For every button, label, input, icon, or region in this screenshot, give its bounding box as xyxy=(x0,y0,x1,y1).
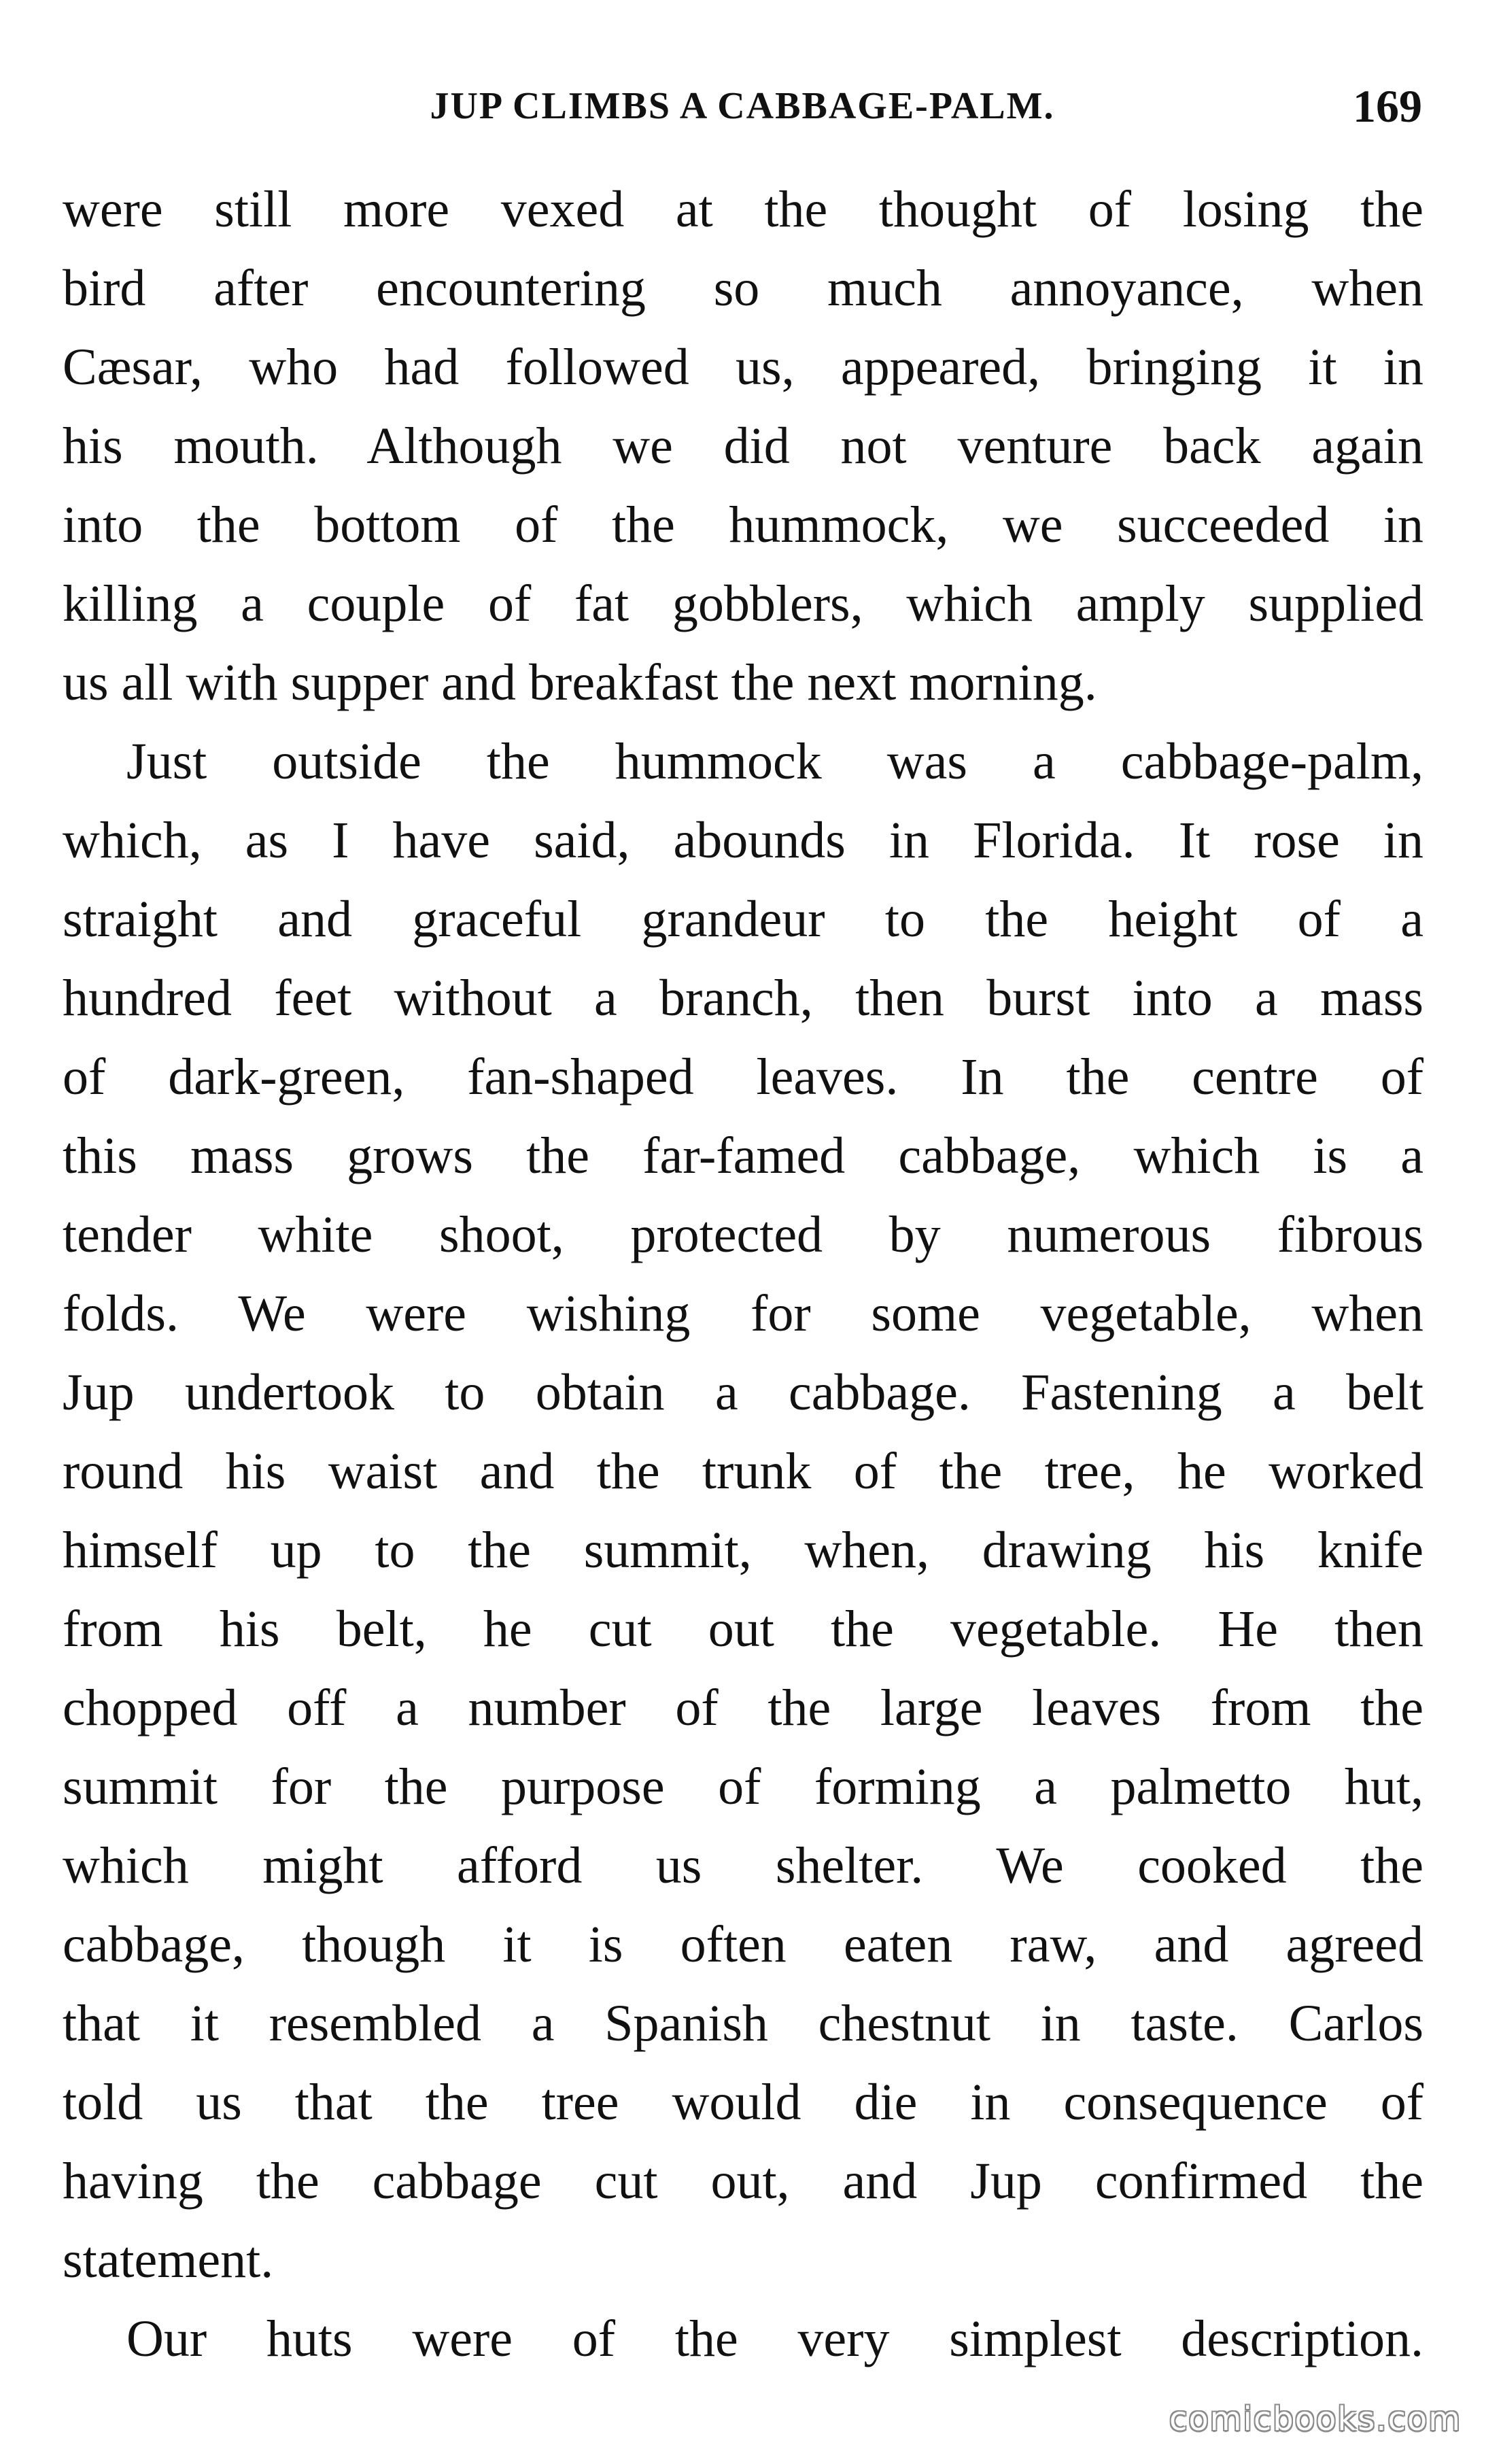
text-line: killing a couple of fat gobblers, which amply supplied xyxy=(63,575,1424,632)
text-line: summit for the purpose of forming a palmetto hut, xyxy=(63,1758,1424,1815)
text-line: bird after encountering so much annoyance, when xyxy=(63,260,1424,317)
page-number: 169 xyxy=(1353,80,1422,132)
text-line: having the cabbage cut out, and Jup confirmed the xyxy=(63,2153,1424,2210)
text-line: tender white shoot, protected by numerous fibrous xyxy=(63,1206,1424,1263)
running-head xyxy=(63,65,1422,147)
paragraph-start-line: Our huts were of the very simplest description. xyxy=(126,2310,1424,2367)
text-line: round his waist and the trunk of the tree, he worked xyxy=(63,1443,1424,1500)
text-line: were still more vexed at the thought of losing the xyxy=(63,181,1424,238)
text-line: into the bottom of the hummock, we succeeded in xyxy=(63,496,1424,553)
text-line: statement. xyxy=(63,2231,274,2289)
running-title: JUP CLIMBS A CABBAGE-PALM. xyxy=(430,85,1055,127)
text-line: of dark-green, fan-shaped leaves. In the centre of xyxy=(63,1048,1424,1106)
text-line: Cæsar, who had followed us, appeared, bringing it in xyxy=(63,339,1424,396)
text-line: told us that the tree would die in consequence of xyxy=(63,2074,1424,2131)
text-line: that it resembled a Spanish chestnut in taste. Carlos xyxy=(63,1995,1424,2052)
text-line: hundred feet without a branch, then burst into a mass xyxy=(63,970,1424,1027)
text-line: from his belt, he cut out the vegetable. He then xyxy=(63,1601,1424,1658)
text-line: us all with supper and breakfast the next morning. xyxy=(63,654,1097,711)
text-line: Jup undertook to obtain a cabbage. Fastening a belt xyxy=(63,1364,1424,1421)
paragraph-start-line: Just outside the hummock was a cabbage-palm, xyxy=(126,733,1424,790)
text-line: which, as I have said, abounds in Florida. It rose in xyxy=(63,812,1424,869)
text-line: cabbage, though it is often eaten raw, and agreed xyxy=(63,1916,1424,1973)
watermark-logo: comicbooks.com xyxy=(1169,2400,1462,2438)
text-line: which might afford us shelter. We cooked the xyxy=(63,1837,1424,1894)
text-line: this mass grows the far-famed cabbage, which is a xyxy=(63,1127,1424,1184)
text-line: himself up to the summit, when, drawing his knife xyxy=(63,1522,1424,1579)
text-line: folds. We were wishing for some vegetable, when xyxy=(63,1285,1424,1342)
body-text xyxy=(63,170,1424,2378)
text-line: his mouth. Although we did not venture back again xyxy=(63,417,1424,475)
text-line: chopped off a number of the large leaves from the xyxy=(63,1679,1424,1736)
text-line: straight and graceful grandeur to the height of a xyxy=(63,891,1424,948)
